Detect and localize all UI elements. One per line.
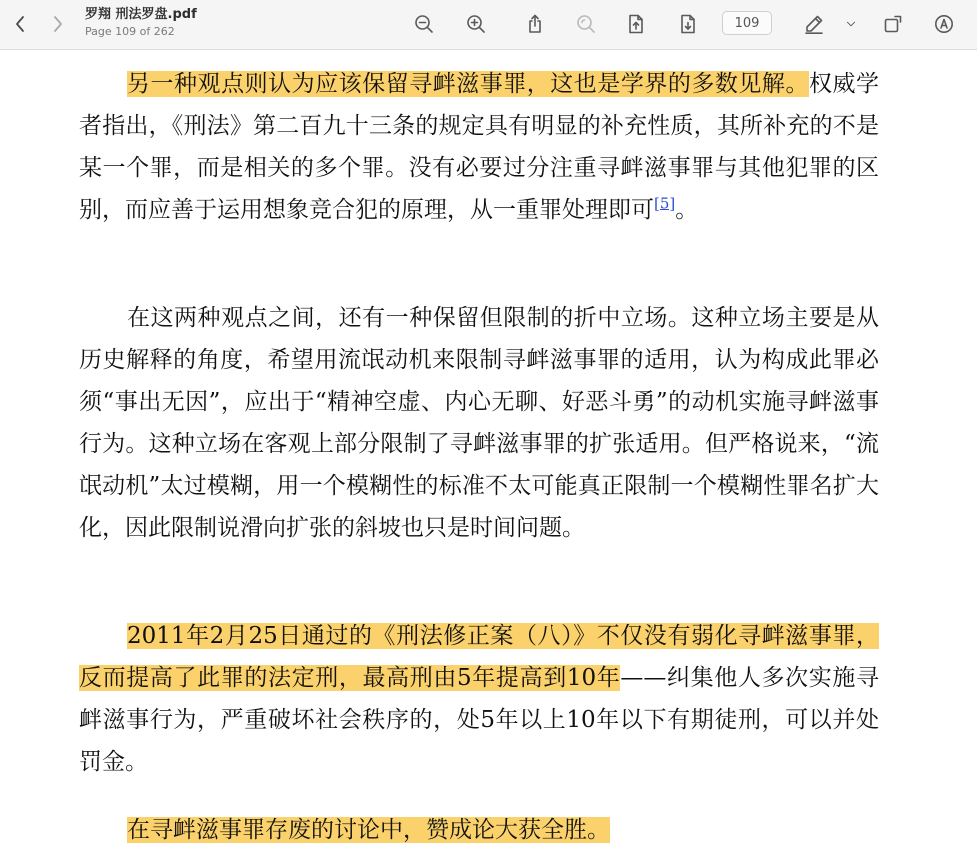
markup-menu-button[interactable]: [840, 11, 862, 37]
forward-button[interactable]: [46, 11, 70, 37]
paragraph-4: [79, 809, 879, 851]
highlight[interactable]: 2011年2月25日通过的《刑法修正案（八）》不仅没有弱化寻衅滋事罪，反而提高了此罪的法定刑，最高刑由5年提高到10年: [79, 623, 879, 691]
share-button[interactable]: [522, 11, 548, 37]
paragraph-text: ——纠集他人多次实施寻衅滋事行为，严重破坏社会秩序的，处5年以上10年以下有期徒刑，可以并处罚金。: [79, 665, 879, 775]
paragraph-1: [79, 63, 879, 231]
paragraph-end: 。: [675, 197, 699, 223]
page-number-field[interactable]: 109: [722, 11, 772, 35]
back-icon: [14, 15, 26, 33]
toolbar: [0, 0, 977, 50]
markup-button[interactable]: [801, 11, 827, 37]
zoom-out-button[interactable]: [411, 11, 437, 37]
highlight[interactable]: 另一种观点则认为应该保留寻衅滋事罪，这也是学界的多数见解。: [127, 71, 809, 97]
search-button[interactable]: [573, 11, 599, 37]
rotate-down-button[interactable]: [675, 11, 701, 37]
page-indicator: Page 109 of 262: [85, 25, 175, 38]
chevron-down-icon: [845, 18, 857, 30]
zoom-in-button[interactable]: [463, 11, 489, 37]
paragraph-text: 权威学者指出，《刑法》第二百九十三条的规定具有明显的补充性质，其所补充的不是某一个罪，而是相关的多个罪。没有必要过分注重寻衅滋事罪与其他犯罪的区别，而应善于运用想象竞合犯的原理，从一重罪处理即可: [79, 71, 880, 223]
zoom-out-icon: [414, 14, 434, 34]
annotate-button[interactable]: [931, 11, 957, 37]
document-page: [0, 51, 977, 868]
rotate-down-icon: [678, 14, 698, 34]
window-button[interactable]: [880, 11, 906, 37]
rotate-up-icon: [626, 14, 646, 34]
markup-pen-icon: [804, 14, 824, 34]
document-title: 罗翔 刑法罗盘.pdf: [85, 7, 197, 22]
document-title-block: [85, 6, 197, 39]
paragraph-3: [79, 615, 879, 783]
zoom-in-icon: [466, 14, 486, 34]
footnote-link[interactable]: [5]: [654, 194, 676, 213]
forward-icon: [52, 15, 64, 33]
paragraph-2: 在这两种观点之间，还有一种保留但限制的折中立场。这种立场主要是从历史解释的角度，希望用流氓动机来限制寻衅滋事罪的适用，认为构成此罪必须“事出无因”，应出于“精神空虚、内心无聊、好恶斗勇”的动机实施寻衅滋事行为。这种立场在客观上部分限制了寻衅滋事罪的扩张适用。但严格说来，“流氓动机”太过模糊，用一个模糊性的标准不太可能真正限制一个模糊性罪名扩大化，因此限制说滑向扩张的斜坡也只是时间问题。: [79, 305, 879, 541]
highlight[interactable]: 在寻衅滋事罪存废的讨论中，赞成论大获全胜。: [127, 817, 610, 843]
share-icon: [525, 14, 545, 34]
annotate-icon: [934, 14, 954, 34]
back-button[interactable]: [8, 11, 32, 37]
window-icon: [883, 14, 903, 34]
search-icon: [576, 14, 596, 34]
rotate-up-button[interactable]: [623, 11, 649, 37]
